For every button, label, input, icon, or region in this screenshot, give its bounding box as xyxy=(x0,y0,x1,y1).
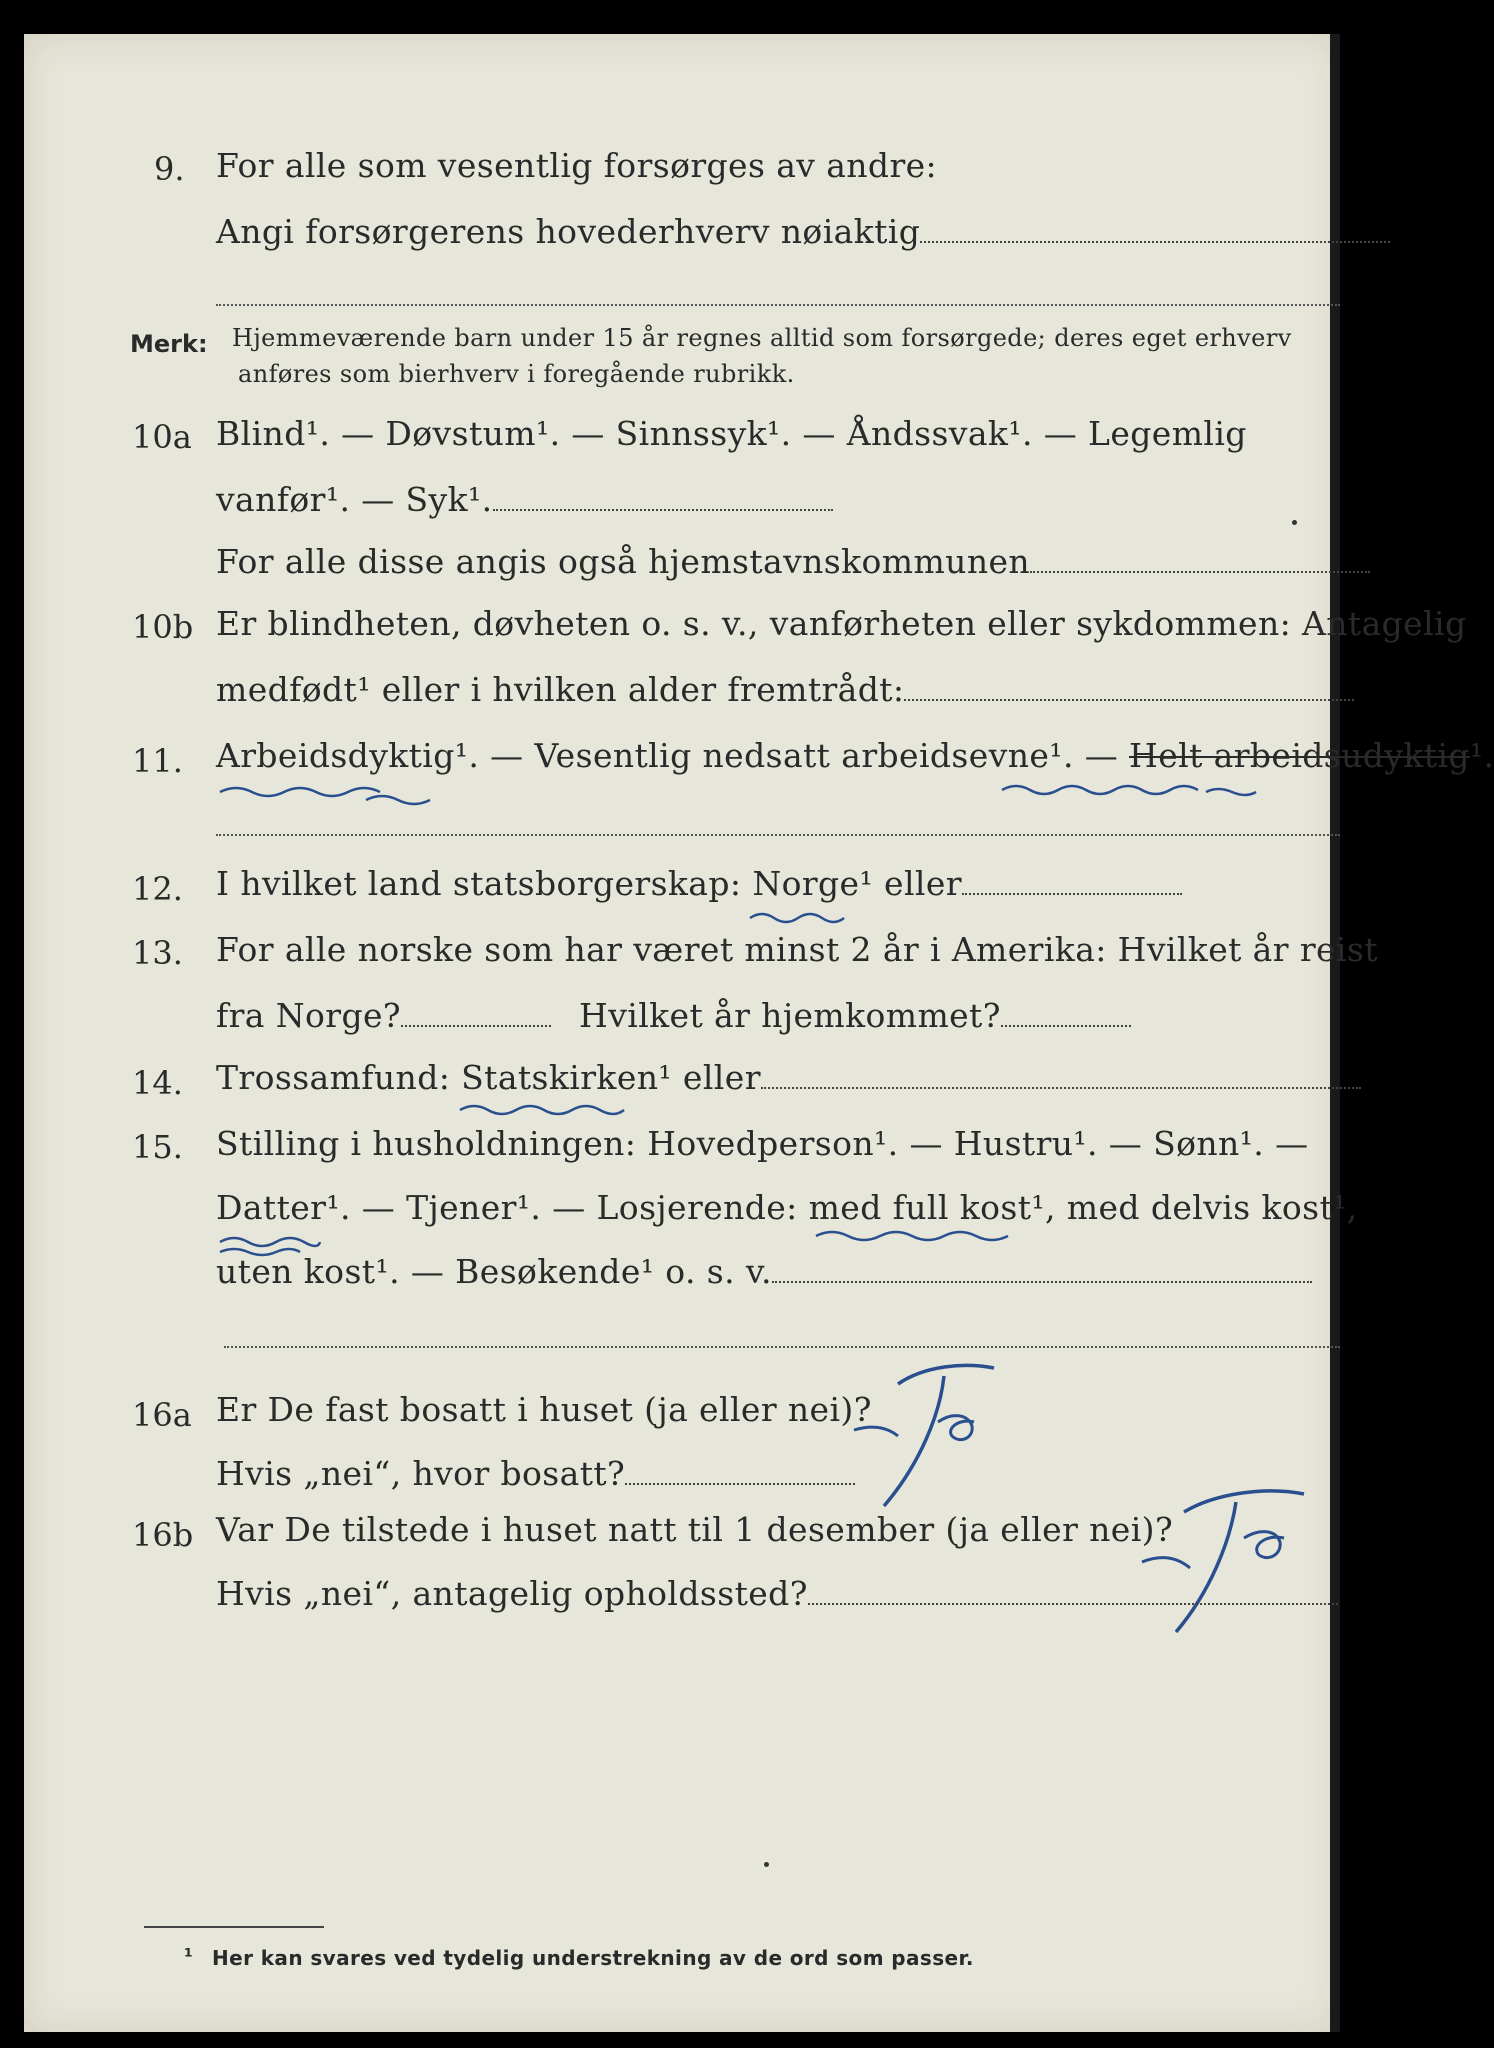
q10b-answer-field[interactable] xyxy=(904,699,1354,701)
q9-answer-rule[interactable] xyxy=(216,304,1340,306)
q15-tjener-losjerende: — Tjener¹. — Losjerende: xyxy=(350,1188,809,1227)
q10b-line2 xyxy=(216,670,1354,709)
q16a-line2 xyxy=(216,1454,855,1493)
ink-speck xyxy=(1292,520,1297,525)
merk-label: Merk: xyxy=(130,330,208,358)
q11-line xyxy=(216,736,1494,775)
q10a-line2 xyxy=(216,480,833,519)
q13-number: 13. xyxy=(132,934,183,972)
q15-line3-text: uten kost¹. — Besøkende¹ o. s. v. xyxy=(216,1252,772,1291)
q10b-line2-text: medfødt¹ eller i hvilken alder fremtrådt: xyxy=(216,670,905,709)
q15-line2 xyxy=(216,1188,1358,1227)
q12-number: 12. xyxy=(132,870,183,908)
q15-answer-field[interactable] xyxy=(772,1281,1312,1283)
merk-line1: Hjemmeværende barn under 15 år regnes alltid som forsørgede; deres eget erhverv xyxy=(232,324,1292,352)
q13-line1: For alle norske som har været minst 2 år i Amerika: Hvilket år reist xyxy=(216,930,1378,969)
q14-option-statskirken[interactable]: Statskirken¹ xyxy=(461,1058,673,1097)
q16b-handwritten-answer xyxy=(1124,1472,1334,1642)
q16b-line1: Var De tilstede i huset natt til 1 desember (ja eller nei)? xyxy=(216,1510,1174,1549)
q15-option-datter[interactable]: Datter¹. xyxy=(216,1188,351,1227)
q11-pen-marks xyxy=(216,778,1356,818)
q14-eller: eller xyxy=(672,1058,761,1097)
q9-answer-field[interactable] xyxy=(920,241,1390,243)
q14-number: 14. xyxy=(132,1064,183,1102)
q14-text: Trossamfund: xyxy=(216,1058,462,1097)
q16a-number: 16a xyxy=(132,1396,192,1434)
q10a-line3-text: For alle disse angis også hjemstavnskommunen xyxy=(216,542,1031,581)
q9-line2-text: Angi forsørgerens hovederhverv nøiaktig xyxy=(216,212,921,251)
q12-answer-field[interactable] xyxy=(962,893,1182,895)
q13-reist-field[interactable] xyxy=(401,1025,551,1027)
q13-hjemkommet-text: Hvilket år hjemkommet? xyxy=(579,996,1001,1035)
q15-answer-rule[interactable] xyxy=(224,1346,1340,1348)
q11-option-arbeidsdyktig[interactable]: Arbeidsdyktig¹. xyxy=(216,736,480,775)
q10a-line3 xyxy=(216,542,1370,581)
q12-text: I hvilket land statsborgerskap: xyxy=(216,864,753,903)
q9-number: 9. xyxy=(154,150,185,188)
footnote-rule xyxy=(144,1926,324,1928)
q16b-number: 16b xyxy=(132,1516,194,1554)
ink-speck xyxy=(764,1862,769,1867)
q10a-line2-text: vanfør¹. — Syk¹. xyxy=(216,480,493,519)
q16b-line2-text: Hvis „nei“, antagelig opholdssted? xyxy=(216,1574,808,1613)
q13-line2 xyxy=(216,996,1131,1035)
q15-line1: Stilling i husholdningen: Hovedperson¹. — Hustru¹. — Sønn¹. — xyxy=(216,1124,1309,1163)
q14-answer-field[interactable] xyxy=(761,1087,1361,1089)
q16a-bosatt-field[interactable] xyxy=(625,1483,855,1485)
q11-option-udyktig-struck[interactable]: Helt arbeidsudyktig xyxy=(1129,736,1470,775)
q10b-number: 10b xyxy=(132,608,194,646)
q10a-answer-field[interactable] xyxy=(493,509,833,511)
q12-option-norge[interactable]: Norge¹ xyxy=(752,864,874,903)
q16b-opholdssted-field[interactable] xyxy=(808,1603,1338,1605)
q13-reist-text: fra Norge? xyxy=(216,996,402,1035)
q16a-line2-text: Hvis „nei“, hvor bosatt? xyxy=(216,1454,626,1493)
footnote-text: Her kan svares ved tydelig understrekning av de ord som passer. xyxy=(212,1946,974,1970)
q15-delvis-kost: , med delvis kost¹, xyxy=(1045,1188,1358,1227)
merk-line2: anføres som bierhverv i foregående rubrikk. xyxy=(238,360,795,388)
q14-line xyxy=(216,1058,1361,1097)
q15-option-full-kost[interactable]: med full kost¹ xyxy=(808,1188,1045,1227)
q9-line1: For alle som vesentlig forsørges av andre: xyxy=(216,146,938,185)
q11-answer-rule[interactable] xyxy=(216,834,1340,836)
q10a-municipality-field[interactable] xyxy=(1030,571,1370,573)
q11-option-nedsatt[interactable]: — Vesentlig nedsatt arbeidsevne¹. — xyxy=(479,736,1130,775)
q10a-number: 10a xyxy=(132,418,192,456)
footnote-marker: ¹ xyxy=(184,1944,194,1968)
q12-eller: eller xyxy=(873,864,962,903)
q11-option-udyktig-mark: ¹. xyxy=(1469,736,1494,775)
q16b-line2 xyxy=(216,1574,1338,1613)
q12-line xyxy=(216,864,1182,903)
page-edge-shadow xyxy=(1330,34,1340,2032)
q10b-line1: Er blindheten, døvheten o. s. v., vanførheten eller sykdommen: Antagelig xyxy=(216,604,1467,643)
q11-number: 11. xyxy=(132,742,183,780)
q15-number: 15. xyxy=(132,1128,183,1166)
census-form-page xyxy=(24,34,1494,2032)
q15-line3 xyxy=(216,1252,1312,1291)
q13-hjemkommet-field[interactable] xyxy=(1001,1025,1131,1027)
q10a-line1: Blind¹. — Døvstum¹. — Sinnssyk¹. — Åndssvak¹. — Legemlig xyxy=(216,414,1247,453)
q9-line2 xyxy=(216,212,1390,251)
q16a-line1: Er De fast bosatt i huset (ja eller nei)? xyxy=(216,1390,872,1429)
q16a-handwritten-answer xyxy=(844,1354,1024,1514)
